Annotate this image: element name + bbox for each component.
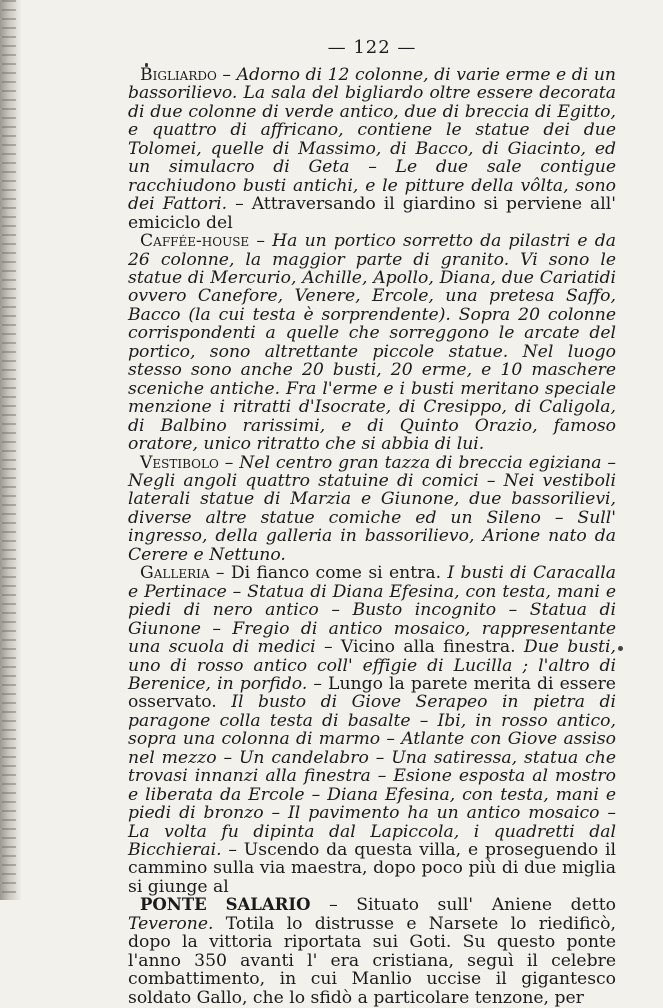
paragraph-galleria xyxy=(128,564,616,896)
italic-text: Il busto di Giove Serapeo in pietra di paragone colla testa di basalte – Ibi, in rosso antico, sopra una colonna di marmo – Atlante con Giove assiso nel mezzo – Un candelabro – Una satiressa, statua che trovasi innanzi alla finestra – Esione esposta al mostro e liberata da Ercole – Diana Efesina, con testa, mani e piedi di bronzo – Il pavimento ha un antico mosaico – La volta fu dipinta dal Lapiccola, i quadretti dal Bicchierai. xyxy=(128,692,616,861)
paragraph-caffee-house xyxy=(128,232,616,453)
italic-text: Due busti, uno di rosso antico coll' effigie di Lucilla ; l'altro di Berenice, in porfido. xyxy=(128,637,617,694)
body-text: – xyxy=(218,452,240,473)
paragraph-ponte-salario xyxy=(128,896,616,1007)
body-text: – Di fianco come si entra. xyxy=(209,563,448,584)
bold-heading: PONTE SALARIO xyxy=(140,895,311,915)
section-heading: Vestibolo xyxy=(140,452,219,473)
body-text: – Uscendo da questa villa, e proseguendo il cammino sulla via maestra, dopo poco più di due miglia si giunge al xyxy=(128,840,616,897)
italic-text: Ha un portico sorretto da pilastri e da 26 colonne, la maggior parte di granito. Vi sono le statue di Mercurio, Achille, Apollo, Diana, due Cariatidi ovvero Canefore, Venere, Ercole, una pretesa Saffo, Bacco (la cui testa è sorprendente). Sopra 20 colonne corrispondenti a quelle che sorreggono le arcate del portico, sono altrettante piccole statue. Nel luogo stesso sono anche 20 busti, 20 erme, e 10 maschere sceniche antiche. Fra l'erme e i busti meritano speciale menzione i ritratti d'Isocrate, di Cresippo, di Caligola, di Balbino rarissimi, e di Quinto Orazio, famoso oratore, unico ritratto che si abbia di lui. xyxy=(128,231,616,455)
paragraph-vestibolo xyxy=(128,454,616,565)
paragraph-bigliardo xyxy=(128,66,616,232)
body-text: Totila lo distrusse e Narsete lo riedificò, dopo la vittoria riportata sui Goti. Su questo ponte l'anno 350 avanti l' era cristiana, seguì il celebre combattimento, in cui Manlio uccise il gigantesco soldato Gallo, che lo sfidò a particolare tenzone, per xyxy=(128,913,616,1008)
italic-text: I busti di Caracalla e Pertinace – Statua di Diana Efesina, con testa, mani e piedi di nero antico – Busto incognito – Statua di Giunone – Fregio di antico mosaico, rappresentante una scuola di medici xyxy=(128,563,616,658)
section-heading: Galleria xyxy=(140,563,210,584)
body-text: – Situato sull' Aniene detto xyxy=(310,895,617,916)
italic-text: Adorno di 12 colonne, di varie erme e di un bassorilievo. La sala del bigliardo oltre essere decorata di due colonne di verde antico, due di breccia di Egitto, e quattro di affricano, contiene le statue dei due Tolomei, quelle di Massimo, di Bacco, di Giacinto, ed un simulacro di Geta – Le due sale contigue racchiudono busti antichi, e le pitture della vôlta, sono dei Fattori. xyxy=(128,65,616,215)
page-number: — 122 — xyxy=(327,37,417,58)
body-text: – Vicino alla finestra. xyxy=(315,637,524,658)
italic-text: Teverone. xyxy=(128,913,214,934)
section-heading: Caffée-house xyxy=(140,231,250,252)
ink-speck xyxy=(618,646,623,651)
body-text: – xyxy=(249,231,273,252)
body-text: – Lungo la parete merita di essere osservato. xyxy=(128,673,616,713)
italic-text: Nel centro gran tazza di breccia egiziana – Negli angoli quattro statuine di comici – Nei vestiboli laterali statue di Marzia e Giunone, due bassorilievi, diverse altre statue comiche ed un Sileno – Sull' ingresso, della galleria in bassorilievo, Arione nato da Cerere e Nettuno. xyxy=(128,452,616,565)
body-text: – xyxy=(216,65,237,85)
binding-edge xyxy=(2,0,16,900)
body-text: – Attraversando il giardino si perviene all' emiciclo del xyxy=(128,194,616,233)
book-page xyxy=(128,38,616,1007)
section-heading: Bigliardo xyxy=(140,65,217,85)
